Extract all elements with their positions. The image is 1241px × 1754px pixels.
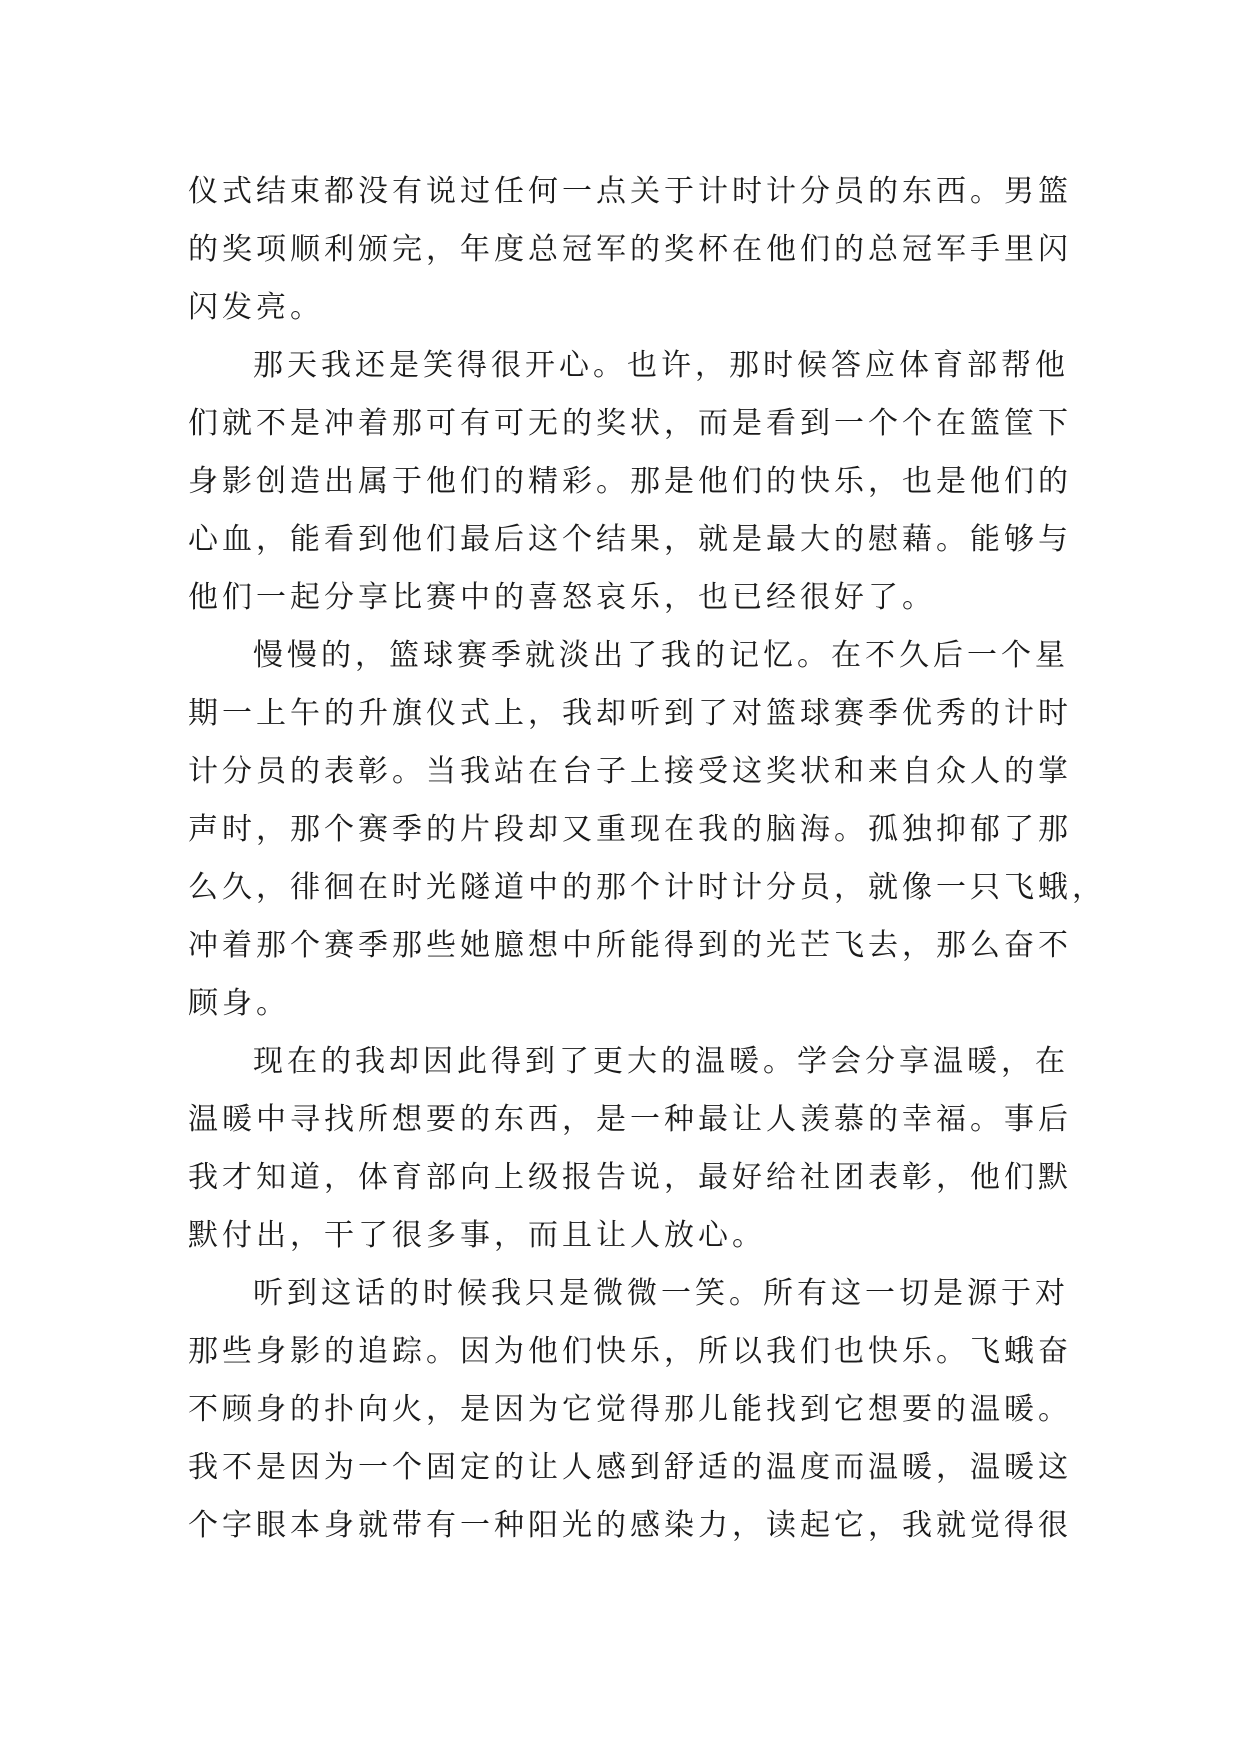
text-line: 那些身影的追踪。因为他们快乐，所以我们也快乐。飞蛾奋 [188,1334,1072,1369]
text-line: 计分员的表彰。当我站在台子上接受这奖状和来自众人的掌 [188,754,1072,789]
text-line: 他们一起分享比赛中的喜怒哀乐，也已经很好了。 [188,580,936,615]
text-line: 么久，徘徊在时光隧道中的那个计时计分员，就像一只飞蛾， [188,870,1106,905]
paragraph-4 [188,1033,1072,1265]
text-line: 冲着那个赛季那些她臆想中所能得到的光芒飞去，那么奋不 [188,928,1072,963]
text-line: 听到这话的时候我只是微微一笑。所有这一切是源于对 [253,1276,1069,1311]
paragraph-1 [188,163,1072,337]
text-line: 温暖中寻找所想要的东西，是一种最让人羡慕的幸福。事后 [188,1102,1072,1137]
text-line: 我才知道，体育部向上级报告说，最好给社团表彰，他们默 [188,1160,1072,1195]
text-line: 心血，能看到他们最后这个结果，就是最大的慰藉。能够与 [188,522,1072,557]
text-line: 闪发亮。 [188,290,324,325]
text-line: 顾身。 [188,986,290,1021]
text-line: 默付出，干了很多事，而且让人放心。 [188,1218,766,1253]
text-line: 那天我还是笑得很开心。也许，那时候答应体育部帮他 [253,348,1069,383]
paragraph-5 [188,1265,1072,1555]
text-line: 期一上午的升旗仪式上，我却听到了对篮球赛季优秀的计时 [188,696,1072,731]
text-line: 们就不是冲着那可有可无的奖状，而是看到一个个在篮筐下 [188,406,1072,441]
text-line: 声时，那个赛季的片段却又重现在我的脑海。孤独抑郁了那 [188,812,1072,847]
text-line: 现在的我却因此得到了更大的温暖。学会分享温暖，在 [253,1044,1069,1079]
paragraph-2 [188,337,1072,627]
text-line: 慢慢的，篮球赛季就淡出了我的记忆。在不久后一个星 [253,638,1069,673]
text-line: 仪式结束都没有说过任何一点关于计时计分员的东西。男篮 [188,174,1072,209]
text-line: 我不是因为一个固定的让人感到舒适的温度而温暖，温暖这 [188,1450,1072,1485]
paragraph-3 [188,627,1106,1033]
text-line: 身影创造出属于他们的精彩。那是他们的快乐，也是他们的 [188,464,1072,499]
text-line: 不顾身的扑向火，是因为它觉得那儿能找到它想要的温暖。 [188,1392,1072,1427]
text-line: 的奖项顺利颁完，年度总冠军的奖杯在他们的总冠军手里闪 [188,232,1072,267]
text-line: 个字眼本身就带有一种阳光的感染力，读起它，我就觉得很 [188,1508,1072,1543]
document-body [188,163,1106,1555]
